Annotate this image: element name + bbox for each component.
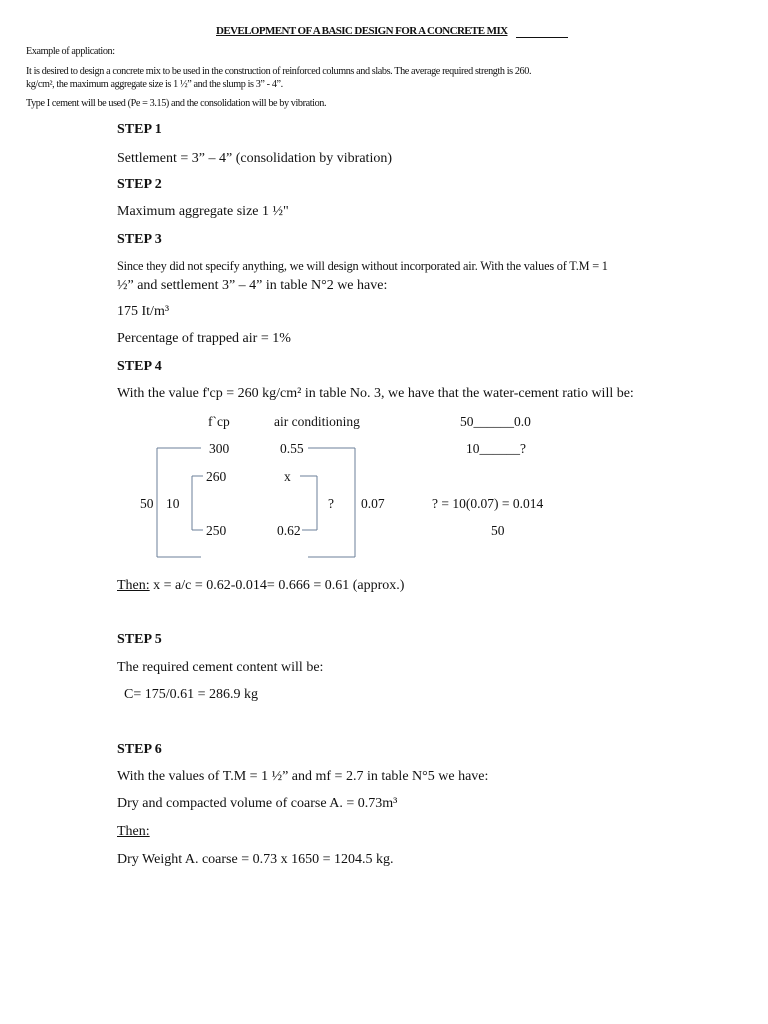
value-0-55: 0.55 xyxy=(280,441,304,456)
step-5-heading: STEP 5 xyxy=(117,632,162,647)
step-6-heading: STEP 6 xyxy=(117,742,162,757)
value-260: 260 xyxy=(206,469,227,484)
document-title: DEVELOPMENT OF A BASIC DESIGN FOR A CONCRETE MIX xyxy=(216,25,508,37)
header-fcp: f`cp xyxy=(208,414,230,429)
value-10: 10 xyxy=(166,496,180,511)
step-3-air: Percentage of trapped air = 1% xyxy=(117,331,291,346)
ratio-denominator: 50 xyxy=(491,523,505,538)
header-air-conditioning: air conditioning xyxy=(274,414,360,429)
step-6-volume: Dry and compacted volume of coarse A. = 0.73m³ xyxy=(117,796,398,811)
intro-line-2: kg/cm², the maximum aggregate size is 1 ½” and the slump is 3” - 4”. xyxy=(26,79,283,90)
ratio-result: ? = 10(0.07) = 0.014 xyxy=(432,496,544,511)
step-3-text-line-2: ½” and settlement 3” – 4” in table N°2 we have: xyxy=(117,278,388,293)
step-3-text-line-1: Since they did not specify anything, we will design without incorporated air. With the values of T.M = 1 xyxy=(117,259,608,273)
step-1-text: Settlement = 3” – 4” (consolidation by vibration) xyxy=(117,151,393,166)
then-label: Then: xyxy=(117,578,150,593)
value-300: 300 xyxy=(209,441,230,456)
value-250: 250 xyxy=(206,523,227,538)
example-heading: Example of application: xyxy=(26,46,115,57)
value-0-62: 0.62 xyxy=(277,523,301,538)
ratio-line-2: 10______? xyxy=(466,441,526,456)
step-2-heading: STEP 2 xyxy=(117,177,162,192)
step-6-text: With the values of T.M = 1 ½” and mf = 2.7 in table N°5 we have: xyxy=(117,769,489,784)
step-3-heading: STEP 3 xyxy=(117,232,162,247)
ratio-line-1: 50______0.0 xyxy=(460,414,531,429)
step-4-heading: STEP 4 xyxy=(117,359,162,374)
then-formula: x = a/c = 0.62-0.014= 0.666 = 0.61 (approx.) xyxy=(149,578,405,593)
step-1-heading: STEP 1 xyxy=(117,122,162,137)
value-0-07: 0.07 xyxy=(361,496,385,511)
value-question: ? xyxy=(328,496,334,511)
step-5-text: The required cement content will be: xyxy=(117,660,324,675)
step-2-text: Maximum aggregate size 1 ½" xyxy=(117,204,289,219)
value-x: x xyxy=(284,469,291,484)
step-4-text: With the value f'cp = 260 kg/cm² in table No. 3, we have that the water-cement ratio will be: xyxy=(117,386,634,401)
intro-line-3: Type I cement will be used (Pe = 3.15) and the consolidation will be by vibration. xyxy=(26,98,327,109)
value-50: 50 xyxy=(140,496,154,511)
intro-line-1: It is desired to design a concrete mix to be used in the construction of reinforced columns and slabs. The average required strength is 260. xyxy=(26,66,532,77)
step-3-water: 175 It/m³ xyxy=(117,304,170,319)
step-4-conclusion xyxy=(117,578,404,594)
step-6-weight: Dry Weight A. coarse = 0.73 x 1650 = 1204.5 kg. xyxy=(117,852,394,867)
step-5-formula: C= 175/0.61 = 286.9 kg xyxy=(124,687,259,702)
step-6-then-label: Then: xyxy=(117,824,150,839)
